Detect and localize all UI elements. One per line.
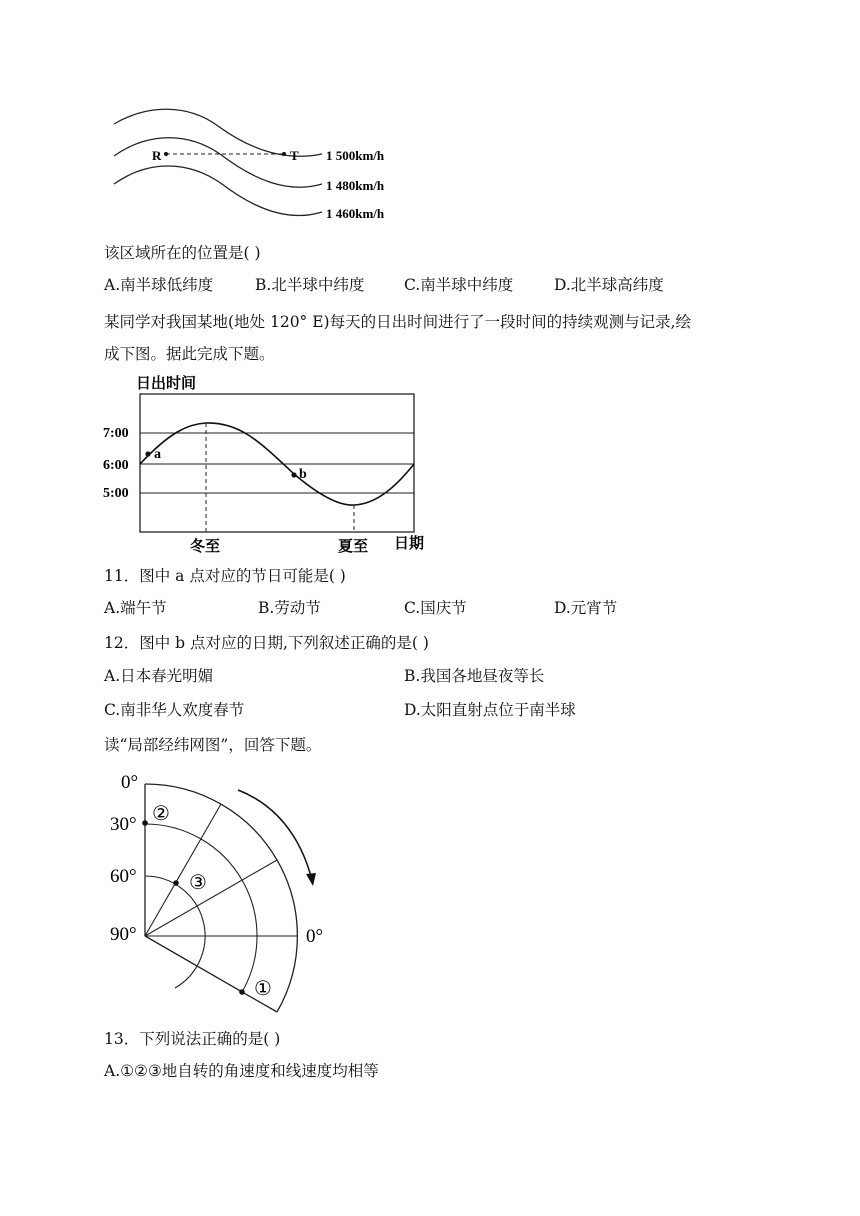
lat-label-60: 60° [110, 866, 137, 887]
q13-stem: 13．下列说法正确的是( ) [104, 1030, 281, 1048]
label-1460: 1 460km/h [326, 206, 385, 221]
rotation-arrowhead [306, 873, 316, 886]
lon-line-2 [145, 860, 277, 936]
xmarker-summer: 夏至 [338, 539, 369, 555]
chart-frame [140, 394, 414, 532]
q11-option-d[interactable]: D.元宵节 [554, 599, 618, 617]
q12-option-a[interactable]: A.日本春光明媚 [104, 667, 214, 685]
ytick-7: 7:00 [103, 426, 129, 441]
ytick-6: 6:00 [103, 458, 129, 473]
intro-grid: 读“局部经纬网图”，回答下题。 [104, 736, 322, 754]
intro-sunrise-line1: 某同学对我国某地(地处 120° E)每天的日出时间进行了一段时间的持续观测与记录,绘 [104, 313, 692, 331]
q10-option-a[interactable]: A.南半球低纬度 [104, 276, 214, 294]
xmarker-winter: 冬至 [190, 539, 221, 555]
chart-title: 日出时间 [136, 376, 197, 392]
lon-line-4 [145, 936, 277, 1012]
label-1480: 1 480km/h [326, 178, 385, 193]
point-a-label: a [154, 447, 161, 462]
point-r [164, 152, 168, 156]
point-3 [173, 880, 179, 886]
ytick-5: 5:00 [103, 486, 129, 501]
q10-stem: 该区域所在的位置是( ) [104, 244, 261, 262]
q11-option-a[interactable]: A.端午节 [104, 599, 167, 617]
rotation-arrow [238, 790, 312, 880]
label-r: R [152, 148, 162, 163]
sunrise-chart [100, 372, 440, 558]
label-t: T [290, 148, 299, 163]
point-2-label: ② [152, 803, 170, 825]
point-b [291, 472, 296, 477]
q12-option-d[interactable]: D.太阳直射点位于南半球 [404, 701, 576, 719]
lat-lon-grid-figure [100, 764, 340, 1024]
lon-label-0: 0° [306, 926, 324, 947]
point-3-label: ③ [189, 872, 207, 894]
q12-stem: 12．图中 b 点对应的日期,下列叙述正确的是( ) [104, 634, 429, 652]
point-1-label: ① [254, 978, 272, 1000]
lat-label-0: 0° [121, 772, 139, 793]
q12-option-c[interactable]: C.南非华人欢度春节 [104, 701, 245, 719]
q12-option-b[interactable]: B.我国各地昼夜等长 [404, 667, 545, 685]
lat-label-90: 90° [110, 924, 137, 945]
intro-sunrise-line2: 成下图。据此完成下题。 [104, 345, 275, 363]
q11-option-b[interactable]: B.劳动节 [258, 599, 321, 617]
point-a [145, 451, 150, 456]
point-2 [142, 820, 148, 826]
isoline-figure [108, 104, 418, 230]
lat-circle-30 [145, 824, 257, 992]
q11-option-c[interactable]: C.国庆节 [404, 599, 467, 617]
q10-option-d[interactable]: D.北半球高纬度 [554, 276, 664, 294]
q11-stem: 11．图中 a 点对应的节日可能是( ) [104, 567, 346, 585]
label-1500: 1 500km/h [326, 148, 385, 163]
q13-option-a[interactable]: A.①②③地自转的角速度和线速度均相等 [104, 1062, 379, 1080]
xaxis-label: 日期 [394, 536, 425, 552]
point-t [282, 152, 286, 156]
q10-option-c[interactable]: C.南半球中纬度 [404, 276, 514, 294]
point-1 [239, 989, 245, 995]
lat-label-30: 30° [110, 814, 137, 835]
point-b-label: b [299, 467, 307, 482]
q10-option-b[interactable]: B.北半球中纬度 [255, 276, 365, 294]
isoline-1460 [114, 166, 322, 216]
